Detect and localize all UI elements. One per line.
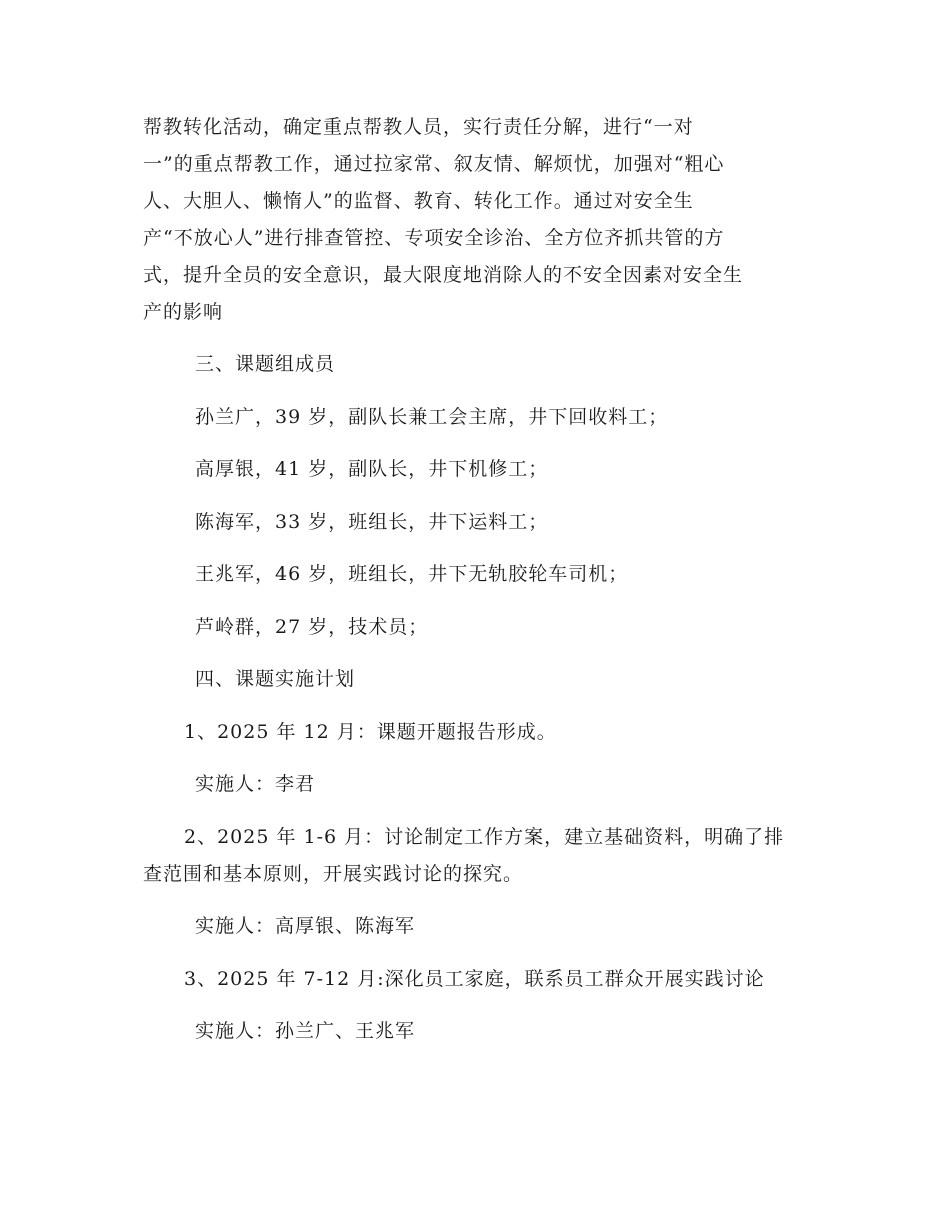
member-item: 王兆军，46 岁，班组长，井下无轨胶轮车司机；	[195, 563, 629, 585]
section4-heading: 四、课题实施计划	[195, 668, 356, 690]
member-item: 高厚银，41 岁，副队长，井下机修工；	[195, 458, 549, 480]
member-item: 陈海军，33 岁，班组长，井下运料工；	[195, 511, 549, 533]
plan-item-2-implementer: 实施人：高厚银、陈海军	[195, 915, 416, 937]
section3-heading: 三、课题组成员	[195, 353, 336, 375]
plan-item-2-line-1: 2、2025 年 1-6 月：讨论制定工作方案，建立基础资料，明确了排	[184, 826, 785, 848]
plan-item-1-implementer: 实施人：李君	[195, 773, 316, 795]
plan-item-3: 3、2025 年 7-12 月:深化员工家庭，联系员工群众开展实践讨论	[184, 968, 765, 990]
member-item: 孙兰广，39 岁，副队长兼工会主席，井下回收料工；	[195, 406, 669, 428]
intro-line-2: 一”的重点帮教工作，通过拉家常、叙友情、解烦忧，加强对“粗心	[143, 153, 725, 175]
intro-line-4: 产“不放心人”进行排查管控、专项安全诊治、全方位齐抓共管的方	[143, 227, 725, 249]
plan-item-3-implementer: 实施人：孙兰广、王兆军	[195, 1020, 416, 1042]
intro-line-6: 产的影响	[143, 301, 224, 323]
plan-item-1: 1、2025 年 12 月：课题开题报告形成。	[184, 721, 557, 743]
plan-item-2-line-2: 查范围和基本原则，开展实践讨论的探究。	[143, 863, 524, 885]
intro-line-5: 式，提升全员的安全意识，最大限度地消除人的不安全因素对安全生	[143, 264, 744, 286]
member-item: 芦岭群，27 岁，技术员；	[195, 616, 429, 638]
intro-line-1: 帮教转化活动，确定重点帮教人员，实行责任分解，进行“一对	[143, 116, 694, 138]
intro-line-3: 人、大胆人、懒惰人”的监督、教育、转化工作。通过对安全生	[143, 190, 694, 212]
